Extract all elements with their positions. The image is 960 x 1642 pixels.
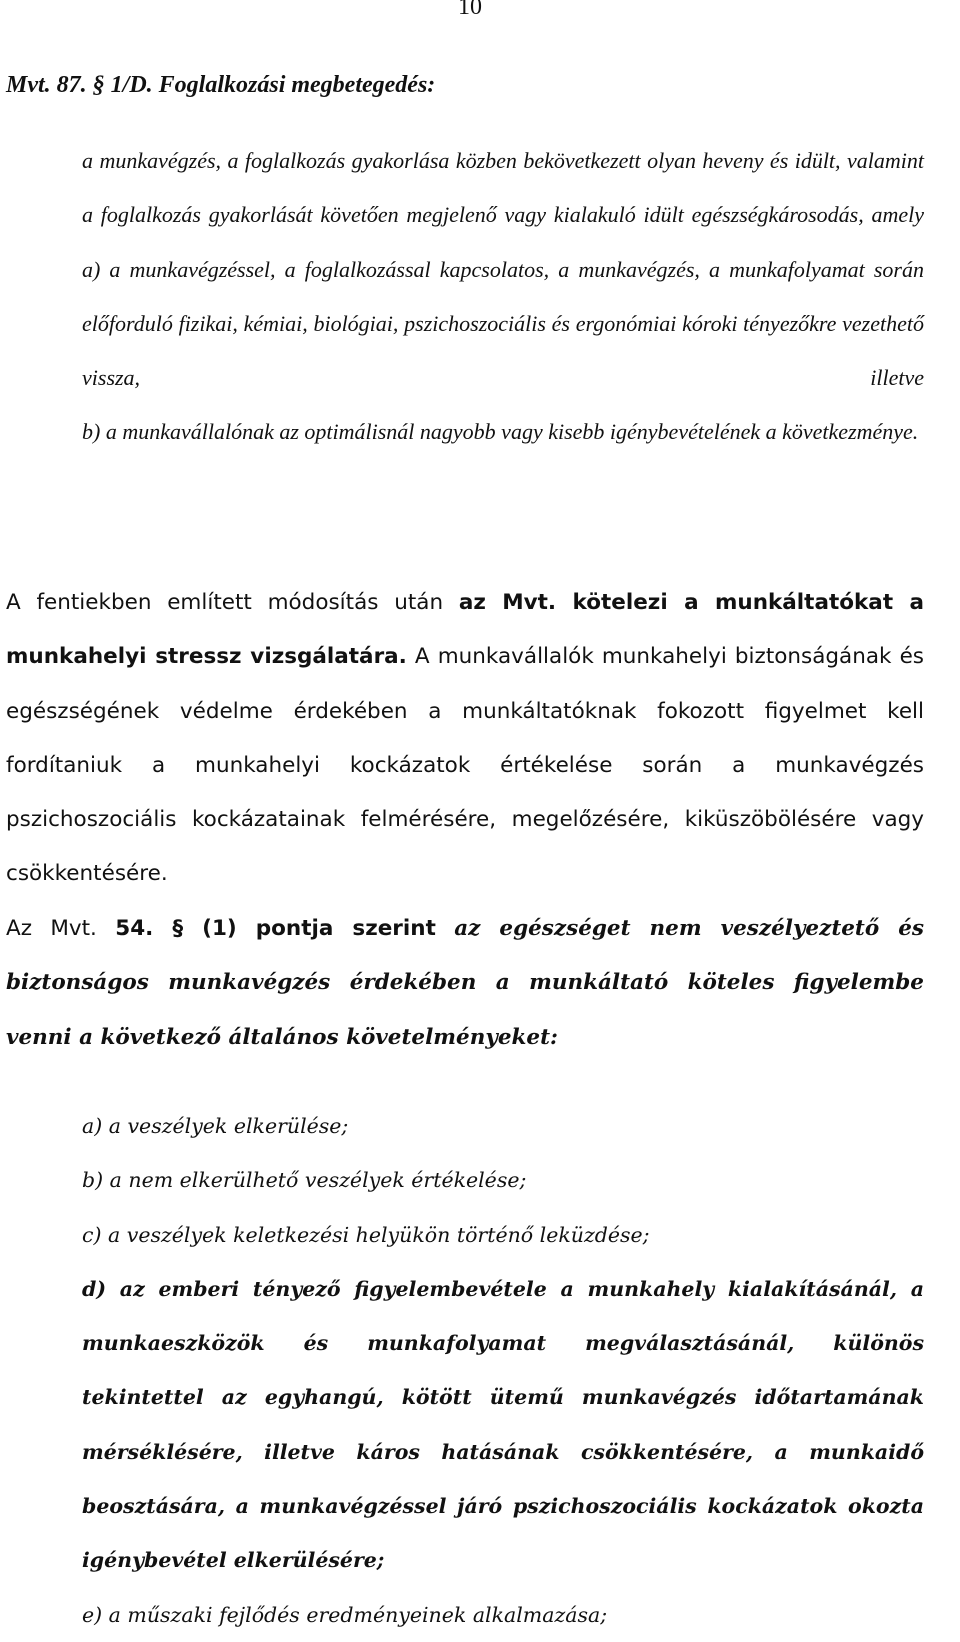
heading-prefix: Mvt. 87. § 1/D. [6, 72, 153, 98]
para1-bold: az Mvt. kötelezi a munkáltatókat a munkahelyi stressz vizsgálatára. [6, 590, 924, 670]
paragraph-mvt-54 [6, 902, 924, 1065]
paragraph-stress-assessment [6, 576, 924, 902]
page-number: 10 [458, 0, 482, 20]
list-item-c: c) a veszélyek keletkezési helyükön történő leküzdése; [82, 1222, 650, 1247]
list-item-e: e) a műszaki fejlődés eredményeinek alkalmazása; [82, 1602, 608, 1627]
para2-bold: 54. § (1) pontja szerint [115, 916, 436, 941]
quote-item-b: b) a munkavállalónak az optimálisnál nagyobb vagy kisebb igénybevételének a következménye. [82, 419, 919, 445]
quote-item-a: a) a munkavégzéssel, a foglalkozással kapcsolatos, a munkavégzés, a munkafolyamat során előforduló fizikai, kémiai, biológiai, pszichoszociális és ergonómiai kóroki tényezőkre vezethető vissza, illetve [82, 256, 924, 391]
requirements-list [82, 1099, 924, 1642]
para1-rest: A munkavállalók munkahelyi biztonságának és egészségének védelme érdekében a munkáltatóknak fokozott figyelmet kell fordítaniuk a munkahelyi kockázatok értékelése során a munkavégzés pszichoszociális kockázatainak felmérésére, megelőzésére, kiküszöbölésére vagy csökkentésére. [6, 644, 924, 887]
para2-lead: Az Mvt. [6, 916, 116, 941]
list-item-d: d) az emberi tényező figyelembevétele a munkahely kialakításánál, a munkaeszközök és munkafolyamat megválasztásánál, különös tekintettel az egyhangú, kötött ütemű munkavégzés időtartamának mérséklésére, illetve káros hatásának csökkentésére, a munkaidő beosztására, a munkavégzéssel járó pszichoszociális kockázatok okozta igénybevétel elkerülésére; [82, 1276, 924, 1573]
section-heading [6, 72, 435, 99]
para1-lead: A fentiekben említett módosítás után [6, 590, 459, 615]
para2-bold-italic: az egészséget nem veszélyeztető és biztonságos munkavégzés érdekében a munkáltató köteles figyelembe venni a következő általános követelményeket: [6, 916, 925, 1050]
list-item-a: a) a veszélyek elkerülése; [82, 1114, 349, 1138]
heading-title: Foglalkozási megbetegedés: [158, 72, 436, 98]
quoted-definition [82, 134, 924, 460]
list-item-b: b) a nem elkerülhető veszélyek értékelése; [82, 1168, 527, 1193]
quote-intro: a munkavégzés, a foglalkozás gyakorlása közben bekövetkezett olyan heveny és idült, valamint a foglalkozás gyakorlását követően megjelenő vagy kialakuló idült egészségkárosodás, amely [82, 148, 924, 228]
